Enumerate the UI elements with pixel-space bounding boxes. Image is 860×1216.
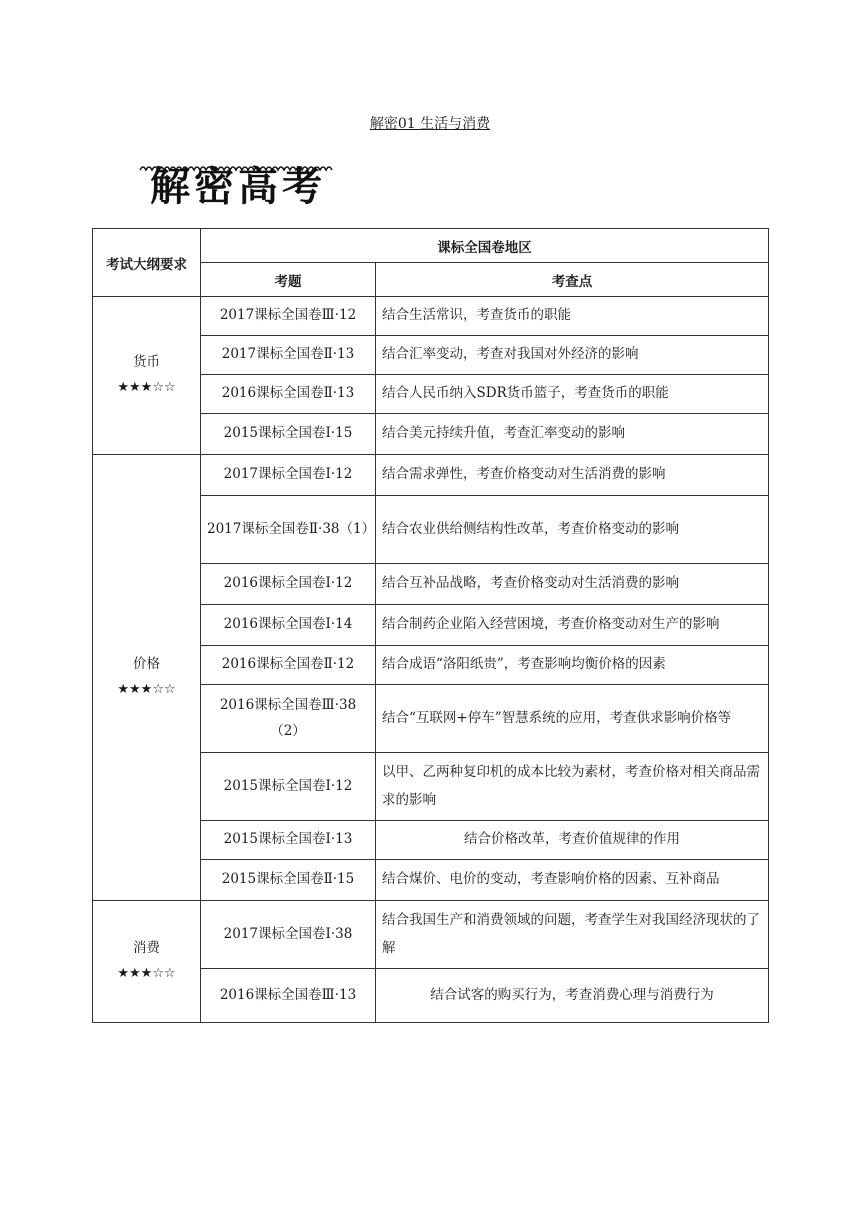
question-cell: 2015课标全国卷Ⅰ·15 [201, 414, 376, 455]
point-cell: 结合需求弹性，考查价格变动对生活消费的影响 [376, 455, 769, 496]
question-cell: 2015课标全国卷Ⅰ·12 [201, 753, 376, 821]
header-region: 课标全国卷地区 [201, 229, 769, 263]
topic-cell [93, 455, 201, 901]
topic-cell [93, 297, 201, 455]
point-cell: 结合人民币纳入SDR货币篮子，考查货币的职能 [376, 375, 769, 414]
point-cell: 结合农业供给侧结构性改革，考查价格变动的影响 [376, 496, 769, 564]
topic-label: 消费 [133, 940, 160, 957]
question-cell: 2016课标全国卷Ⅰ·12 [201, 564, 376, 605]
question-cell: 2017课标全国卷Ⅱ·13 [201, 336, 376, 375]
point-cell: 结合煤价、电价的变动，考查影响价格的因素、互补商品 [376, 860, 769, 901]
question-cell: 2016课标全国卷Ⅲ·38（2） [201, 685, 376, 753]
question-cell: 2017课标全国卷Ⅰ·12 [201, 455, 376, 496]
table-row [93, 455, 769, 496]
question-cell: 2016课标全国卷Ⅱ·12 [201, 646, 376, 685]
header-question: 考题 [201, 263, 376, 297]
star-rating: ★★★☆☆ [117, 681, 176, 697]
question-cell: 2017课标全国卷Ⅲ·12 [201, 297, 376, 336]
logo-image [138, 150, 338, 210]
point-cell: 结合汇率变动，考查对我国对外经济的影响 [376, 336, 769, 375]
logo-text: 解密高考 [150, 163, 326, 210]
page-title: 解密01 生活与消费 [369, 116, 491, 132]
point-cell: 结合试客的购买行为，考查消费心理与消费行为 [376, 969, 769, 1023]
question-cell: 2015课标全国卷Ⅰ·13 [201, 821, 376, 860]
point-cell: 以甲、乙两种复印机的成本比较为素材，考查价格对相关商品需求的影响 [376, 753, 769, 821]
point-cell: 结合价格改革，考查价值规律的作用 [376, 821, 769, 860]
point-cell: 结合“互联网+停车”智慧系统的应用，考查供求影响价格等 [376, 685, 769, 753]
point-cell: 结合美元持续升值，考查汇率变动的影响 [376, 414, 769, 455]
question-cell: 2017课标全国卷Ⅰ·38 [201, 901, 376, 969]
table-row [93, 297, 769, 336]
question-cell: 2017课标全国卷Ⅱ·38（1） [201, 496, 376, 564]
point-cell: 结合制药企业陷入经营困境，考查价格变动对生产的影响 [376, 605, 769, 646]
exam-table [92, 228, 769, 1023]
header-point: 考查点 [376, 263, 769, 297]
point-cell: 结合我国生产和消费领域的问题，考查学生对我国经济现状的了解 [376, 901, 769, 969]
topic-label: 货币 [133, 354, 160, 371]
header-requirement: 考试大纲要求 [93, 229, 201, 297]
question-cell: 2016课标全国卷Ⅲ·13 [201, 969, 376, 1023]
table-row [93, 901, 769, 969]
point-cell: 结合互补品战略，考查价格变动对生活消费的影响 [376, 564, 769, 605]
topic-label: 价格 [133, 656, 160, 673]
point-cell: 结合成语“洛阳纸贵”，考查影响均衡价格的因素 [376, 646, 769, 685]
point-cell: 结合生活常识，考查货币的职能 [376, 297, 769, 336]
topic-cell [93, 901, 201, 1023]
star-rating: ★★★☆☆ [117, 965, 176, 981]
question-cell: 2016课标全国卷Ⅰ·14 [201, 605, 376, 646]
question-cell: 2015课标全国卷Ⅱ·15 [201, 860, 376, 901]
question-cell: 2016课标全国卷Ⅱ·13 [201, 375, 376, 414]
star-rating: ★★★☆☆ [117, 379, 176, 395]
